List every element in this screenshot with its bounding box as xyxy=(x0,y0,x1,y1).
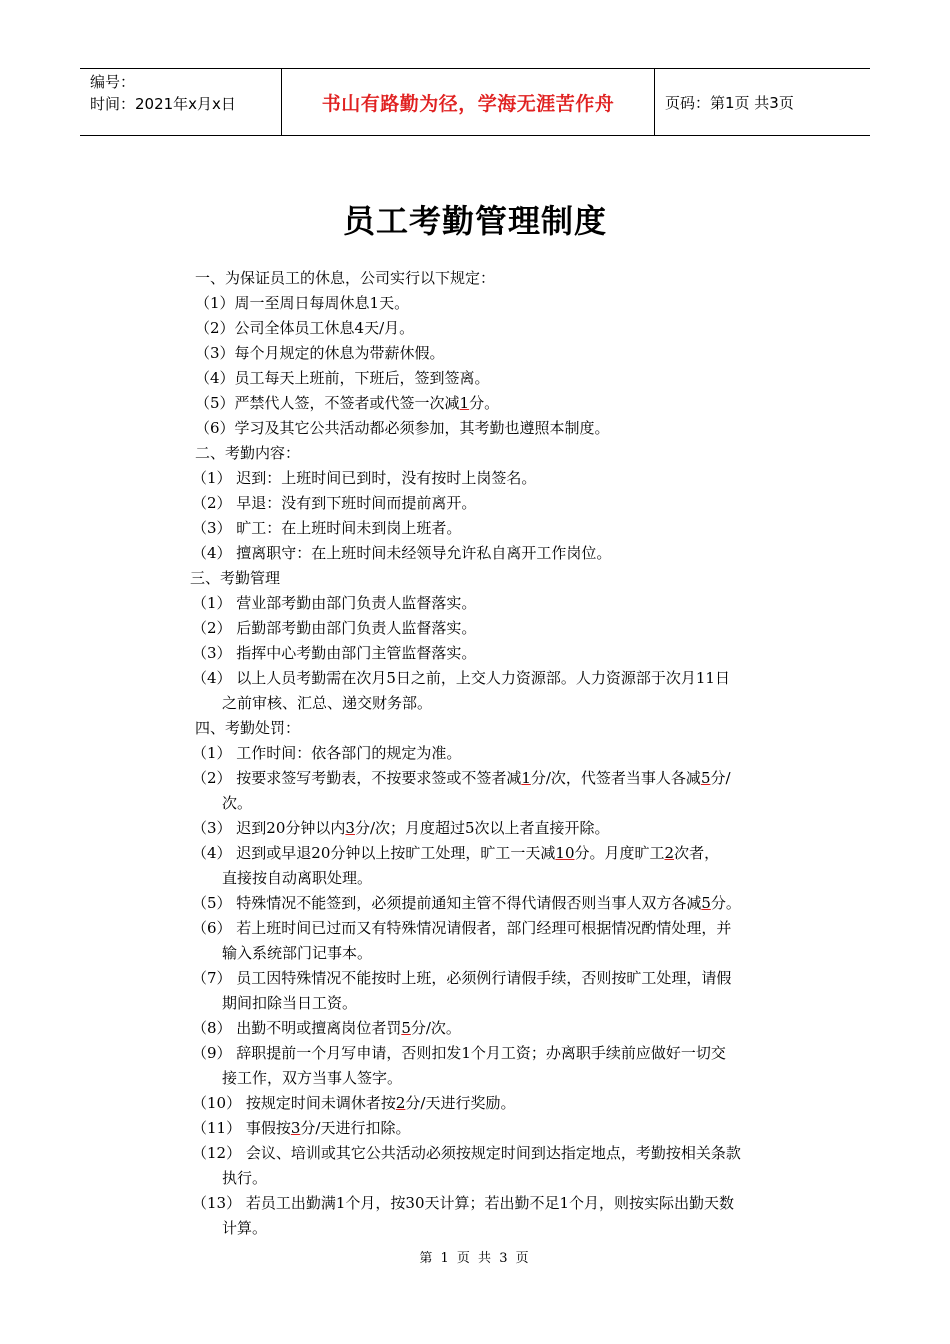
line-text: 三、考勤管理 xyxy=(190,569,281,587)
line-text: （2）公司全体员工休息4天/月。 xyxy=(195,319,415,337)
line-text: 输入系统部门记事本。 xyxy=(222,944,373,962)
body-line xyxy=(192,891,741,916)
body-line xyxy=(192,916,731,941)
body-line xyxy=(195,341,445,366)
penalty-value: 5 xyxy=(401,1019,411,1037)
document-title: 员工考勤管理制度 xyxy=(342,202,607,240)
body-line xyxy=(192,541,611,566)
body-line xyxy=(192,666,730,691)
body-line xyxy=(192,1041,726,1066)
line-text: （1） 工作时间：依各部门的规定为准。 xyxy=(192,744,462,762)
body-line xyxy=(192,641,476,666)
line-text: 执行。 xyxy=(222,1169,268,1187)
line-text: （8） 出勤不明或擅离岗位者罚 xyxy=(192,1019,402,1037)
body-line xyxy=(195,441,300,466)
line-text: （1） 营业部考勤由部门负责人监督落实。 xyxy=(192,594,477,612)
line-text: （12） 会议、培训或其它公共活动必须按规定时间到达指定地点，考勤按相关条款 xyxy=(192,1144,741,1162)
body-line xyxy=(222,866,372,891)
penalty-value: 5 xyxy=(700,769,711,787)
line-text: （2） 早退：没有到下班时间而提前离开。 xyxy=(192,494,477,512)
line-text: （7） 员工因特殊情况不能按时上班，必须例行请假手续，否则按旷工处理，请假 xyxy=(192,969,732,987)
penalty-value: 3 xyxy=(345,819,355,837)
body-line xyxy=(192,1116,410,1141)
line-text: 分。 xyxy=(469,394,500,412)
line-text: （6） 若上班时间已过而又有特殊情况请假者，部门经理可根据情况酌情处理，并 xyxy=(192,919,732,937)
body-line xyxy=(192,466,536,491)
line-text: 次者， xyxy=(674,844,720,862)
page-footer: 第 1 页 共 3 页 xyxy=(419,1251,531,1266)
line-text: 期间扣除当日工资。 xyxy=(222,994,358,1012)
line-text: （3） 迟到20分钟以内 xyxy=(192,819,346,837)
body-line xyxy=(195,366,490,391)
line-text: （6）学习及其它公共活动都必须参加，其考勤也遵照本制度。 xyxy=(195,419,610,437)
body-line xyxy=(222,941,372,966)
line-text: 分/次。 xyxy=(410,1019,461,1037)
body-line xyxy=(195,716,300,741)
line-text: 之前审核、汇总、递交财务部。 xyxy=(222,694,433,712)
line-text: 二、考勤内容： xyxy=(195,444,301,462)
body-line xyxy=(195,291,409,316)
line-text: （3）每个月规定的休息为带薪休假。 xyxy=(195,344,445,362)
body-line xyxy=(192,1141,741,1166)
line-text: （1）周一至周日每周休息1天。 xyxy=(195,294,410,312)
body-line xyxy=(192,516,461,541)
header-motto: 书山有路勤为径，学海无涯苦作舟 xyxy=(321,92,615,115)
body-line xyxy=(192,1191,734,1216)
line-text: 分/天进行奖励。 xyxy=(405,1094,516,1112)
line-text: （4） 以上人员考勤需在次月5日之前，上交人力资源部。人力资源部于次月11日 xyxy=(192,669,730,687)
document-header xyxy=(80,68,870,136)
penalty-value: 2 xyxy=(395,1094,406,1112)
body-line xyxy=(195,316,414,341)
body-line xyxy=(192,816,610,841)
line-text: 分/次，代签者当事人各减 xyxy=(530,769,701,787)
line-text: 直接按自动离职处理。 xyxy=(222,869,373,887)
body-line xyxy=(222,1216,267,1241)
line-text: （5） 特殊情况不能签到，必须提前通知主管不得代请假否则当事人双方各减 xyxy=(192,894,702,912)
body-line xyxy=(192,741,461,766)
penalty-value: 3 xyxy=(290,1119,301,1137)
body-line xyxy=(192,591,476,616)
line-text: （4） 擅离职守：在上班时间未经领导允许私自离开工作岗位。 xyxy=(192,544,612,562)
document-number-label: 编号： xyxy=(90,73,136,91)
body-line xyxy=(192,766,731,791)
body-line xyxy=(192,491,476,516)
line-text: （3） 旷工：在上班时间未到岗上班者。 xyxy=(192,519,462,537)
penalty-value: 10 xyxy=(555,844,575,862)
line-text: 次。 xyxy=(222,794,253,812)
penalty-value: 1 xyxy=(521,769,531,787)
line-text: （1） 迟到：上班时间已到时，没有按时上岗签名。 xyxy=(192,469,537,487)
line-text: （3） 指挥中心考勤由部门主管监督落实。 xyxy=(192,644,477,662)
document-date-label: 时间：2021年x月x日 xyxy=(90,95,236,113)
line-text: 四、考勤处罚： xyxy=(195,719,301,737)
line-text: （4）员工每天上班前，下班后，签到签离。 xyxy=(195,369,490,387)
body-line xyxy=(192,966,731,991)
body-line xyxy=(195,266,495,291)
body-line xyxy=(222,691,432,716)
body-line xyxy=(190,566,280,591)
body-line xyxy=(195,391,499,416)
line-text: 分/天进行扣除。 xyxy=(300,1119,411,1137)
line-text: （2） 按要求签写考勤表，不按要求签或不签者减 xyxy=(192,769,522,787)
line-text: （5）严禁代人签，不签者或代签一次减 xyxy=(195,394,460,412)
body-line xyxy=(192,841,719,866)
line-text: （11） 事假按 xyxy=(192,1119,291,1137)
line-text: 分。 xyxy=(710,894,741,912)
body-line xyxy=(222,1166,267,1191)
line-text: 一、为保证员工的休息，公司实行以下规定： xyxy=(195,269,496,287)
penalty-value: 5 xyxy=(701,894,711,912)
body-line xyxy=(192,1091,515,1116)
body-line xyxy=(195,416,610,441)
header-motto-cell xyxy=(282,69,655,135)
line-text: 接工作，双方当事人签字。 xyxy=(222,1069,403,1087)
line-text: （4） 迟到或早退20分钟以上按旷工处理，旷工一天减 xyxy=(192,844,556,862)
line-text: 分。月度旷工 xyxy=(574,844,665,862)
line-text: （9） 辞职提前一个月写申请，否则扣发1个月工资；办离职手续前应做好一切交 xyxy=(192,1044,726,1062)
body-line xyxy=(222,991,357,1016)
line-text: 计算。 xyxy=(222,1219,268,1237)
header-meta-cell xyxy=(80,69,282,135)
line-text: （2） 后勤部考勤由部门负责人监督落实。 xyxy=(192,619,477,637)
line-text: （13） 若员工出勤满1个月，按30天计算；若出勤不足1个月，则按实际出勤天数 xyxy=(192,1194,735,1212)
penalty-value: 2 xyxy=(664,844,675,862)
penalty-value: 1 xyxy=(459,394,470,412)
body-line xyxy=(192,1016,461,1041)
body-line xyxy=(192,616,476,641)
line-text: 分/ xyxy=(710,769,731,787)
body-line xyxy=(222,1066,402,1091)
header-page-cell xyxy=(655,69,870,135)
line-text: 分/次；月度超过5次以上者直接开除。 xyxy=(354,819,610,837)
line-text: （10） 按规定时间未调休者按 xyxy=(192,1094,396,1112)
header-page-info: 页码：第1页 共3页 xyxy=(665,93,794,112)
body-line xyxy=(222,791,252,816)
